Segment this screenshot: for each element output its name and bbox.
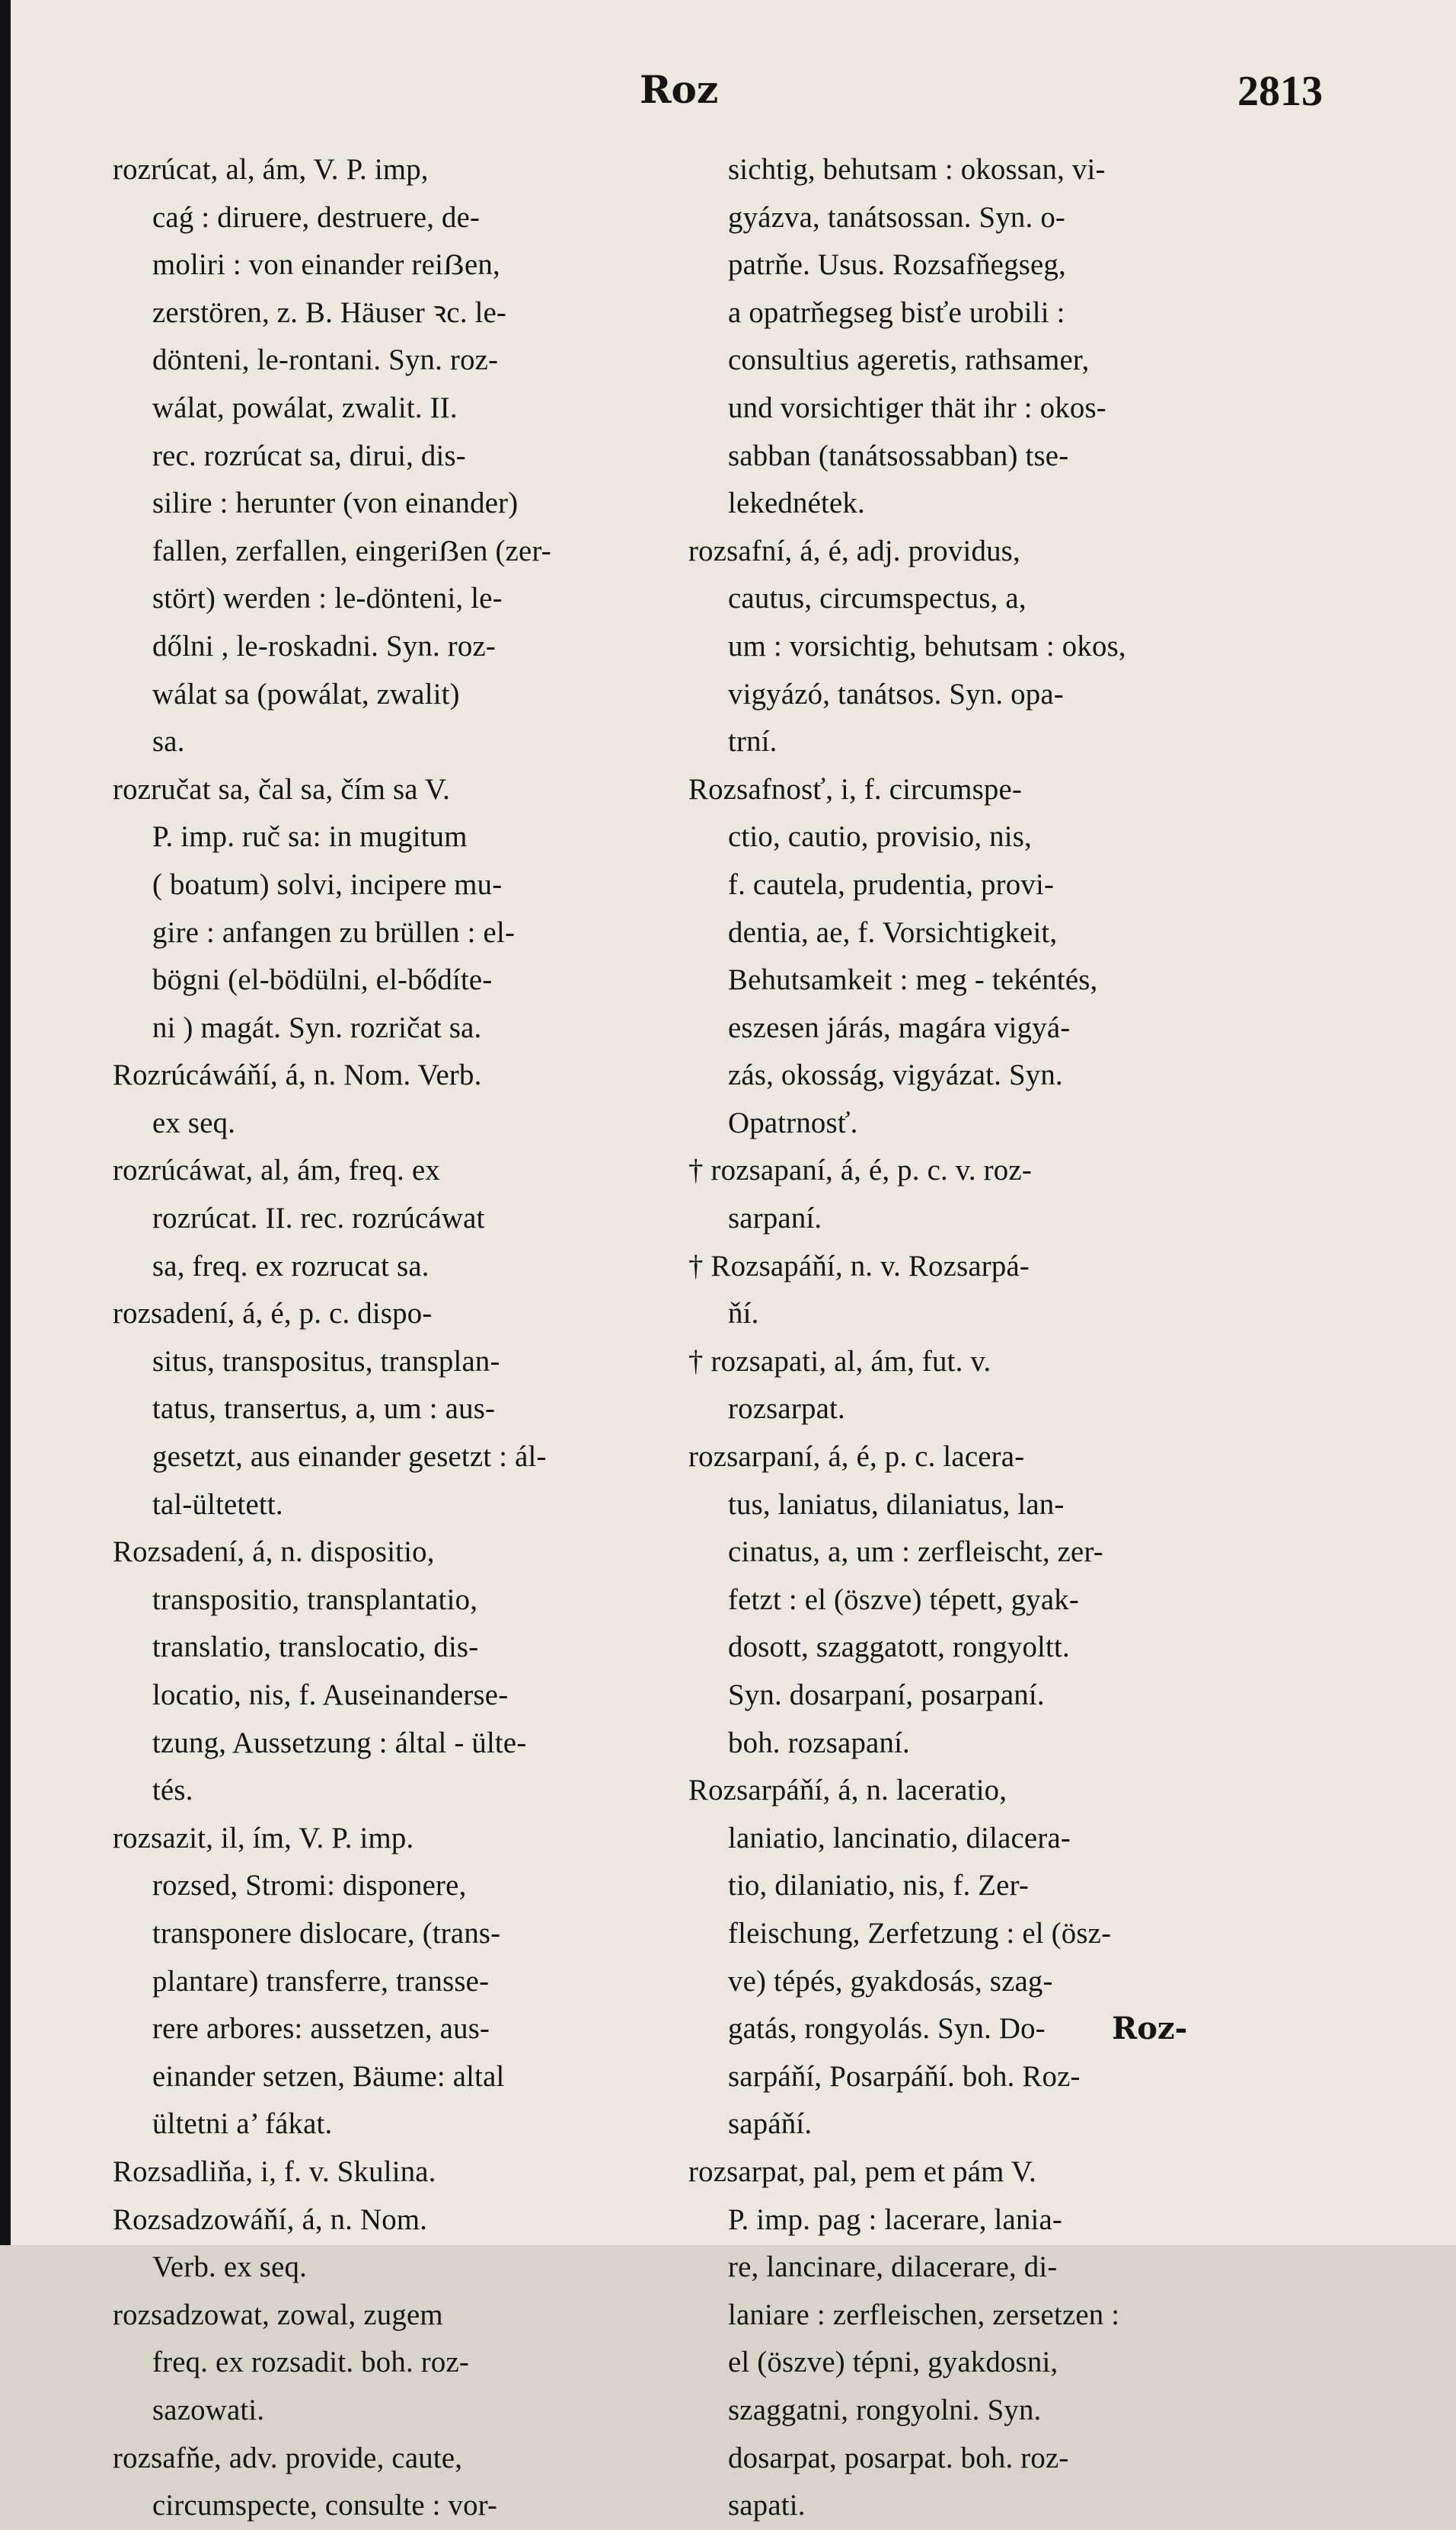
dictionary-line: moliri : von einander reiẞen,: [152, 248, 500, 282]
dictionary-line: † rozsapaní, á, é, p. c. v. roz-: [688, 1154, 1032, 1187]
dictionary-line: transponere dislocare, (trans-: [152, 1916, 501, 1950]
dictionary-line: gesetzt, aus einander gesetzt : ál-: [152, 1440, 547, 1474]
dictionary-line: consultius ageretis, rathsamer,: [728, 343, 1090, 377]
catchword: Roz-: [1112, 2011, 1188, 2046]
right-column: [688, 146, 1229, 2530]
dictionary-line: P. imp. ruč sa: in mugitum: [152, 820, 468, 854]
dictionary-line: gyázva, tanátsossan. Syn. o-: [728, 200, 1066, 234]
dictionary-line: plantare) transferre, transse-: [152, 1964, 490, 1998]
dictionary-line: fleischung, Zerfetzung : el (ösz-: [728, 1916, 1112, 1950]
dictionary-line: cinatus, a, um : zerfleischt, zer-: [728, 1535, 1103, 1569]
dictionary-line: rozsazit, il, ím, V. P. imp.: [113, 1821, 414, 1854]
dictionary-line: Behutsamkeit : meg - tekéntés,: [728, 963, 1098, 997]
dictionary-line: rozsarpat.: [728, 1392, 845, 1426]
dictionary-line: wálat, powálat, zwalit. II.: [152, 391, 458, 424]
dictionary-line: † rozsapati, al, ám, fut. v.: [688, 1344, 991, 1378]
dictionary-line: zás, okosság, vigyázat. Syn.: [728, 1059, 1063, 1092]
dictionary-line: ültetni a’ fákat.: [152, 2107, 333, 2141]
dictionary-line: freq. ex rozsadit. boh. roz-: [152, 2346, 470, 2379]
dictionary-line: gire : anfangen zu brüllen : el-: [152, 915, 516, 949]
dictionary-line: Rozsadliňa, i, f. v. Skulina.: [113, 2155, 436, 2188]
dictionary-line: rozrúcáwat, al, ám, freq. ex: [113, 1154, 440, 1187]
dictionary-line: dönteni, le-rontani. Syn. roz-: [152, 343, 499, 377]
dictionary-line: tio, dilaniatio, nis, f. Zer-: [728, 1869, 1030, 1902]
dictionary-line: stört) werden : le-dönteni, le-: [152, 582, 503, 615]
dictionary-line: Rozrúcáwáňí, á, n. Nom. Verb.: [113, 1059, 482, 1092]
dictionary-line: el (öszve) tépni, gyakdosni,: [728, 2346, 1058, 2379]
dictionary-line: vigyázó, tanátsos. Syn. opa-: [728, 677, 1064, 711]
dictionary-line: a opatrňegseg bisťe urobili :: [728, 295, 1065, 329]
dictionary-line: Rozsadzowáňí, á, n. Nom.: [113, 2203, 428, 2236]
dictionary-line: ni ) magát. Syn. rozričat sa.: [152, 1011, 482, 1044]
dictionary-line: boh. rozsapaní.: [728, 1726, 910, 1759]
dictionary-line: laniatio, lancinatio, dilacera-: [728, 1821, 1071, 1854]
dictionary-line: sapati.: [728, 2489, 806, 2522]
dictionary-line: wálat sa (powálat, zwalit): [152, 677, 460, 711]
dictionary-line: szaggatni, rongyolni. Syn.: [728, 2393, 1042, 2426]
dictionary-line: sapáňí.: [728, 2107, 813, 2141]
dictionary-line: ňí.: [728, 1297, 759, 1330]
dictionary-line: rozsarpat, pal, pem et pám V.: [688, 2155, 1036, 2188]
dictionary-line: ( boatum) solvi, incipere mu-: [152, 867, 503, 901]
dictionary-line: locatio, nis, f. Auseinanderse-: [152, 1679, 509, 1711]
dictionary-line: tal-ültetett.: [152, 1487, 283, 1521]
dictionary-line: rozručat sa, čal sa, čím sa V.: [113, 772, 451, 806]
dictionary-line: fallen, zerfallen, eingeriẞen (zer-: [152, 534, 551, 567]
dictionary-line: f. cautela, prudentia, provi-: [728, 867, 1055, 901]
dictionary-line: ctio, cautio, provisio, nis,: [728, 820, 1032, 854]
dictionary-line: rozrúcat. II. rec. rozrúcáwat: [152, 1202, 485, 1235]
dictionary-line: sazowati.: [152, 2393, 265, 2426]
dictionary-line: sabban (tanátsossabban) tse-: [728, 439, 1069, 472]
dictionary-line: patrňe. Usus. Rozsafňegseg,: [728, 248, 1066, 282]
dictionary-line: sarpáňí, Posarpáňí. boh. Roz-: [728, 2059, 1081, 2093]
dictionary-line: um : vorsichtig, behutsam : okos,: [728, 629, 1126, 663]
dictionary-line: einander setzen, Bäume: altal: [152, 2059, 505, 2093]
dictionary-line: rere arbores: aussetzen, aus-: [152, 2012, 490, 2046]
dictionary-line: translatio, translocatio, dis-: [152, 1631, 479, 1664]
dictionary-line: tzung, Aussetzung : által - ülte-: [152, 1726, 527, 1759]
dictionary-line: caǵ : diruere, destruere, de-: [152, 200, 481, 234]
dictionary-line: bögni (el-bödülni, el-bődíte-: [152, 963, 493, 997]
page-header: [114, 67, 1323, 128]
dictionary-line: circumspecte, consulte : vor-: [152, 2489, 498, 2522]
dictionary-line: sa.: [152, 725, 185, 759]
dictionary-line: † Rozsapáňí, n. v. Rozsarpá-: [688, 1249, 1030, 1283]
dictionary-line: sarpaní.: [728, 1202, 822, 1235]
dictionary-line: Verb. ex seq.: [152, 2250, 307, 2284]
dictionary-line: tatus, transertus, a, um : aus-: [152, 1392, 496, 1426]
dictionary-line: dosott, szaggatott, rongyoltt.: [728, 1631, 1070, 1664]
dictionary-line: tus, laniatus, dilaniatus, lan-: [728, 1487, 1065, 1521]
dictionary-line: rozrúcat, al, ám, V. P. imp,: [113, 153, 429, 186]
dictionary-line: fetzt : el (öszve) tépett, gyak-: [728, 1583, 1079, 1616]
page-number: 2813: [1237, 68, 1323, 115]
dictionary-line: gatás, rongyolás. Syn. Do-: [728, 2012, 1046, 2046]
dictionary-line: rozsafní, á, é, adj. providus,: [688, 534, 1020, 567]
dictionary-line: Opatrnosť.: [728, 1106, 858, 1139]
dictionary-line: P. imp. pag : lacerare, lania-: [728, 2203, 1063, 2236]
dictionary-line: und vorsichtiger thät ihr : okos-: [728, 391, 1106, 424]
dictionary-line: lekednétek.: [728, 487, 865, 520]
dictionary-line: dentia, ae, f. Vorsichtigkeit,: [728, 915, 1058, 949]
left-column: [113, 146, 661, 2530]
dictionary-line: silire : herunter (von einander): [152, 487, 519, 520]
dictionary-line: trní.: [728, 725, 777, 759]
dictionary-line: rozsed, Stromi: disponere,: [152, 1869, 467, 1902]
dictionary-line: zerstören, z. B. Häuser ꝛc. le-: [152, 295, 507, 329]
dictionary-line: Rozsafnosť, i, f. circumspe-: [688, 772, 1023, 806]
dictionary-line: ve) tépés, gyakdosás, szag-: [728, 1964, 1053, 1998]
page-binding-edge: [0, 0, 11, 2245]
dictionary-line: eszesen járás, magára vigyá-: [728, 1011, 1071, 1044]
dictionary-line: rozsadzowat, zowal, zugem: [113, 2298, 443, 2331]
dictionary-line: tés.: [152, 1774, 193, 1807]
dictionary-line: ex seq.: [152, 1106, 236, 1139]
dictionary-line: Rozsarpáňí, á, n. laceratio,: [688, 1774, 1007, 1807]
dictionary-line: sa, freq. ex rozrucat sa.: [152, 1249, 429, 1283]
dictionary-line: re, lancinare, dilacerare, di-: [728, 2250, 1058, 2284]
dictionary-line: rozsarpaní, á, é, p. c. lacera-: [688, 1440, 1025, 1474]
dictionary-line: rozsafňe, adv. provide, caute,: [113, 2441, 463, 2474]
dictionary-line: rozsadení, á, é, p. c. dispo-: [113, 1297, 433, 1330]
dictionary-line: dőlni , le-roskadni. Syn. roz-: [152, 629, 497, 663]
dictionary-line: situs, transpositus, transplan-: [152, 1344, 500, 1378]
dictionary-line: transpositio, transplantatio,: [152, 1583, 478, 1616]
dictionary-line: Syn. dosarpaní, posarpaní.: [728, 1679, 1045, 1711]
running-head: Roz: [640, 67, 719, 112]
dictionary-line: Rozsadení, á, n. dispositio,: [113, 1535, 435, 1569]
dictionary-line: sichtig, behutsam : okossan, vi-: [728, 153, 1106, 186]
dictionary-line: dosarpat, posarpat. boh. roz-: [728, 2441, 1069, 2474]
dictionary-line: laniare : zerfleischen, zersetzen :: [728, 2298, 1120, 2331]
dictionary-line: cautus, circumspectus, a,: [728, 582, 1027, 615]
dictionary-line: rec. rozrúcat sa, dirui, dis-: [152, 439, 466, 472]
